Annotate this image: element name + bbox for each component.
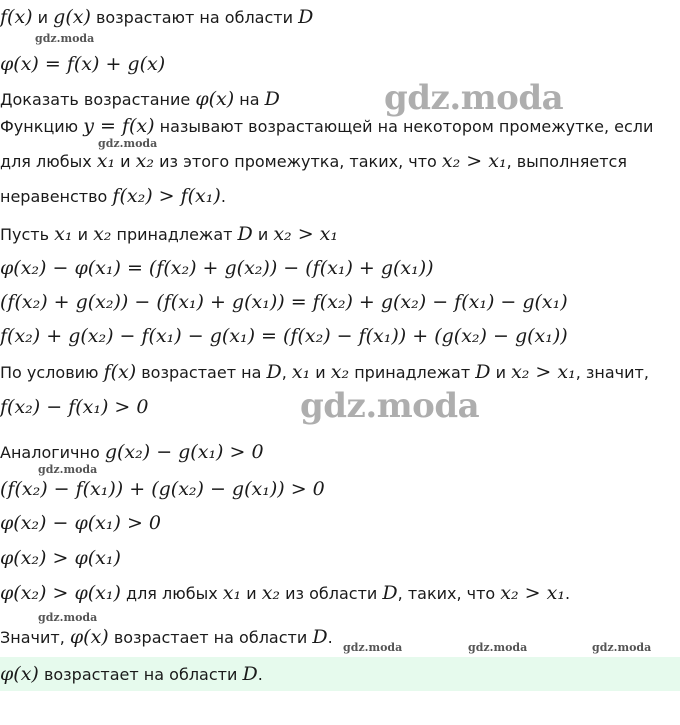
math: x₂ bbox=[93, 223, 112, 245]
text: из области bbox=[280, 584, 383, 603]
line-phi-difference bbox=[0, 511, 161, 535]
text: , bbox=[281, 363, 292, 382]
line-by-condition bbox=[0, 360, 649, 384]
text: неравенство bbox=[0, 187, 113, 206]
math: x₁ bbox=[96, 150, 116, 172]
watermark-small: gdz.moda bbox=[468, 641, 528, 654]
math: g(x₂) − g(x₁) > 0 bbox=[104, 441, 264, 463]
text: и bbox=[72, 225, 94, 244]
math: D bbox=[298, 6, 314, 28]
text: и bbox=[252, 225, 274, 244]
math: φ(x₂) − φ(x₁) = (f(x₂) + g(x₂)) − (f(x₁) + g(x₁)) bbox=[0, 257, 434, 279]
text: возрастают на области bbox=[90, 8, 299, 27]
math: x₁ bbox=[291, 361, 311, 383]
watermark-small: gdz.moda bbox=[343, 641, 403, 654]
math: (f(x₂) − f(x₁)) + (g(x₂) − g(x₁)) > 0 bbox=[0, 478, 325, 500]
text: Доказать возрастание bbox=[0, 90, 196, 109]
math: D bbox=[475, 361, 491, 383]
watermark-big: gdz.moda bbox=[300, 386, 480, 426]
math: f(x₂) + g(x₂) − f(x₁) − g(x₁) = (f(x₂) − f(x₁)) + (g(x₂) − g(x₁)) bbox=[0, 325, 568, 347]
math: φ(x₂) > φ(x₁) bbox=[0, 547, 121, 569]
text: По условию bbox=[0, 363, 104, 382]
math: D bbox=[312, 626, 328, 648]
math: φ(x) bbox=[0, 663, 39, 685]
watermark-small: gdz.moda bbox=[98, 137, 158, 150]
text: Аналогично bbox=[0, 443, 105, 462]
math: x₂ > x₁ bbox=[273, 223, 339, 245]
text: принадлежат bbox=[111, 225, 238, 244]
text: возрастает на области bbox=[108, 628, 313, 647]
text: и bbox=[32, 8, 54, 27]
text: , таких, что bbox=[397, 584, 501, 603]
text: называют возрастающей на некотором промежутке, если bbox=[154, 117, 654, 136]
math: D bbox=[242, 663, 258, 685]
math: f(x) bbox=[0, 6, 33, 28]
text: и bbox=[241, 584, 262, 603]
math: x₁ bbox=[222, 582, 242, 604]
math: y = f(x) bbox=[83, 115, 155, 137]
line-phi-definition bbox=[0, 52, 165, 76]
math: x₂ bbox=[330, 361, 350, 383]
math: x₁ bbox=[54, 223, 73, 245]
line-f-inequality bbox=[0, 395, 148, 419]
line-therefore bbox=[0, 625, 333, 649]
text: . bbox=[220, 187, 226, 206]
math: x₂ bbox=[135, 150, 155, 172]
math: φ(x) = f(x) + g(x) bbox=[0, 53, 166, 75]
text: и bbox=[310, 363, 331, 382]
line-similarly bbox=[0, 440, 264, 464]
math: φ(x) bbox=[69, 626, 109, 648]
math: x₂ > x₁ bbox=[511, 361, 576, 383]
text: и bbox=[490, 363, 512, 382]
text: , выполняется bbox=[506, 152, 627, 171]
text: возрастает на области bbox=[38, 665, 243, 684]
math: f(x₂) > f(x₁) bbox=[112, 185, 221, 207]
line-answer bbox=[0, 662, 263, 686]
text: для любых bbox=[0, 152, 97, 171]
text: . bbox=[327, 628, 333, 647]
line-equation-1 bbox=[0, 256, 434, 280]
math: D bbox=[382, 582, 398, 604]
line-phi-for-any bbox=[0, 581, 570, 605]
math: D bbox=[237, 223, 253, 245]
text: и bbox=[115, 152, 136, 171]
math: x₂ bbox=[261, 582, 281, 604]
line-equation-3 bbox=[0, 324, 568, 348]
math: f(x) bbox=[103, 361, 137, 383]
math: φ(x₂) − φ(x₁) > 0 bbox=[0, 512, 162, 534]
line-let bbox=[0, 222, 338, 246]
text: . bbox=[257, 665, 263, 684]
text: Значит, bbox=[0, 628, 70, 647]
text: на bbox=[234, 90, 265, 109]
math: D bbox=[264, 88, 280, 110]
text: принадлежат bbox=[349, 363, 476, 382]
text: Функцию bbox=[0, 117, 84, 136]
math: g(x) bbox=[53, 6, 91, 28]
math: x₂ > x₁ bbox=[500, 582, 565, 604]
math: f(x₂) − f(x₁) > 0 bbox=[0, 396, 149, 418]
line-task bbox=[0, 87, 280, 111]
line-definition-2 bbox=[0, 149, 627, 173]
watermark-small: gdz.moda bbox=[592, 641, 652, 654]
line-definition-3 bbox=[0, 184, 226, 208]
line-equation-2 bbox=[0, 290, 568, 314]
math: D bbox=[266, 361, 282, 383]
watermark-small: gdz.moda bbox=[38, 463, 98, 476]
watermark-small: gdz.moda bbox=[38, 611, 98, 624]
text: для любых bbox=[120, 584, 223, 603]
text: . bbox=[564, 584, 571, 603]
math: x₂ > x₁ bbox=[441, 150, 507, 172]
text: из этого промежутка, таких, что bbox=[154, 152, 442, 171]
watermark-small: gdz.moda bbox=[35, 32, 95, 45]
line-sum-inequality bbox=[0, 477, 325, 501]
line-phi-compare bbox=[0, 546, 121, 570]
math: (f(x₂) + g(x₂)) − (f(x₁) + g(x₁)) = f(x₂) + g(x₂) − f(x₁) − g(x₁) bbox=[0, 291, 568, 313]
text: , значит, bbox=[575, 363, 649, 382]
text: Пусть bbox=[0, 225, 55, 244]
watermark-big: gdz.moda bbox=[384, 78, 564, 118]
math: φ(x₂) > φ(x₁) bbox=[0, 582, 121, 604]
line-given bbox=[0, 5, 313, 29]
math: φ(x) bbox=[195, 88, 235, 110]
text: возрастает на bbox=[136, 363, 267, 382]
